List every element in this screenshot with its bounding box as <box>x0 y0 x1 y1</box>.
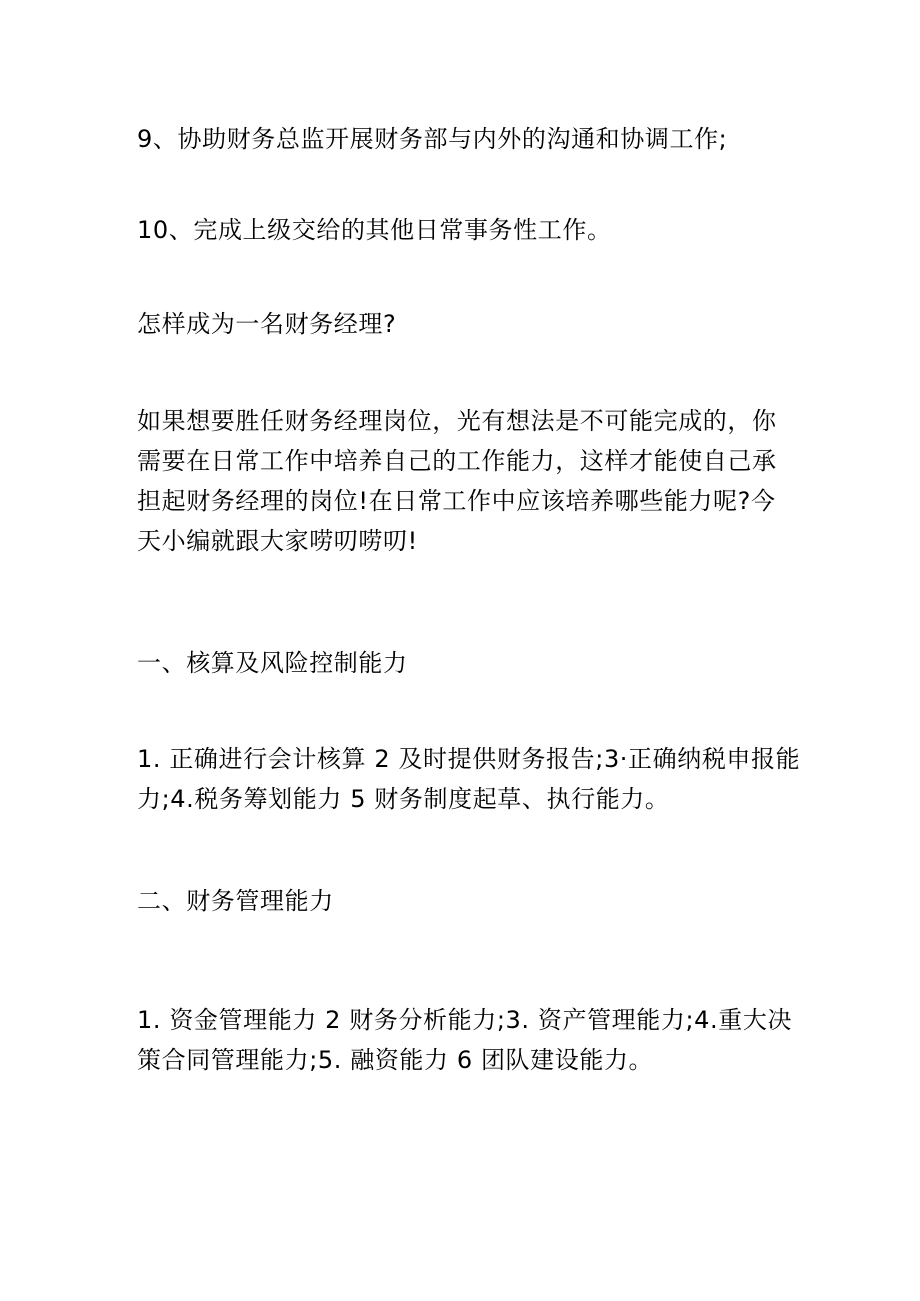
intro-line: 天小编就跟大家唠叨唠叨! <box>137 527 418 555</box>
intro-line: 需要在日常工作中培养自己的工作能力，这样才能使自己承 <box>137 447 777 475</box>
section-1-paragraph <box>137 741 801 817</box>
section-2-line: 策合同管理能力;5. 融资能力 6 团队建设能力。 <box>137 1046 654 1074</box>
intro-line: 如果想要胜任财务经理岗位，光有想法是不可能完成的，你 <box>137 407 777 435</box>
intro-paragraph <box>137 403 797 559</box>
list-item-10: 10、完成上级交给的其他日常事务性工作。 <box>137 216 612 244</box>
question-heading: 怎样成为一名财务经理? <box>137 310 397 338</box>
section-2-heading: 二、财务管理能力 <box>137 887 334 915</box>
section-1-heading: 一、核算及风险控制能力 <box>137 649 408 677</box>
intro-line: 担起财务经理的岗位!在日常工作中应该培养哪些能力呢?今 <box>137 487 776 515</box>
list-item-9: 9、协助财务总监开展财务部与内外的沟通和协调工作; <box>137 125 728 153</box>
section-1-line: 力;4.税务筹划能力 5 财务制度起草、执行能力。 <box>137 785 670 813</box>
section-2-line: 1. 资金管理能力 2 财务分析能力;3. 资产管理能力;4.重大决 <box>137 1006 793 1034</box>
section-2-paragraph <box>137 1002 797 1078</box>
section-1-line: 1. 正确进行会计核算 2 及时提供财务报告;3·正确纳税申报能 <box>137 745 801 773</box>
